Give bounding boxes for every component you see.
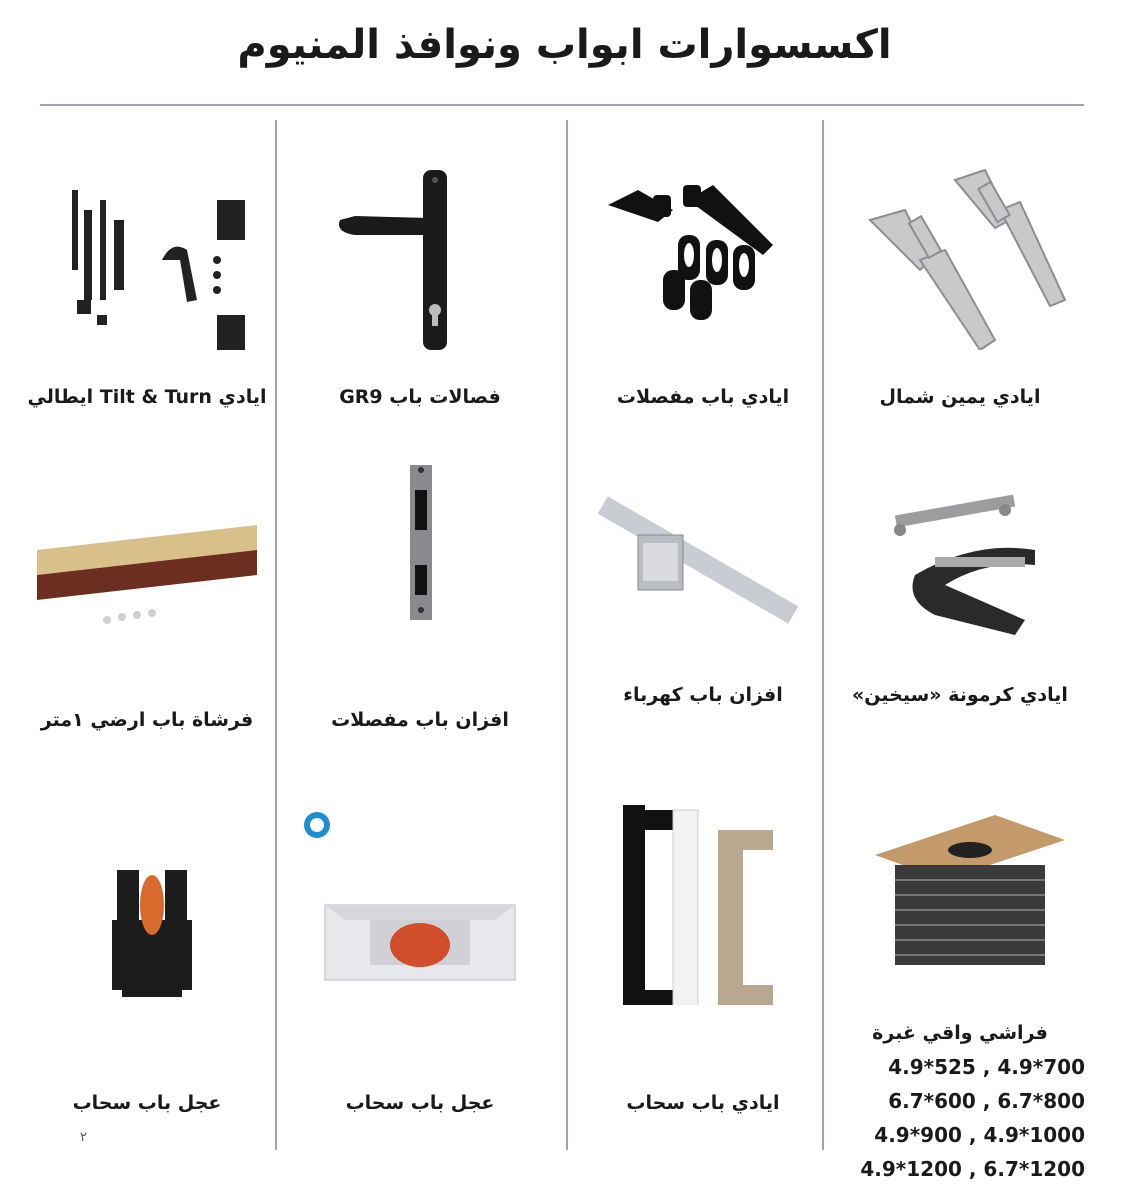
product-caption: فرشاة باب ارضي ١متر (40, 709, 254, 731)
title-divider (40, 104, 1084, 106)
electric-door-strike-image (578, 465, 828, 665)
hinged-door-strike-plate-image (295, 465, 545, 665)
product-caption: عجل باب سحاب (345, 1092, 495, 1114)
cremone-window-handle-image (835, 465, 1085, 665)
product-caption: افزان باب مفصلات (331, 709, 509, 731)
tilt-turn-hardware-kit-image (22, 150, 272, 350)
sliding-door-wheel-image (22, 805, 272, 1005)
product-caption: ايادي باب سحاب (626, 1092, 780, 1114)
floor-door-brush-image (22, 465, 272, 665)
page-title: اكسسوارات ابواب ونوافذ المنيوم (237, 22, 892, 68)
product-caption: عجل باب سحاب (72, 1092, 222, 1114)
product-caption: افزان باب كهرباء (623, 684, 783, 706)
sizes-list (835, 1050, 1085, 1186)
sliding-door-handle-image (578, 805, 828, 1005)
product-caption: فراشي واقي غبرة (872, 1022, 1048, 1044)
gr9-door-handle-image (295, 150, 545, 350)
size-line: 4.9*525 , 4.9*700 (888, 1055, 1085, 1079)
size-line: 4.9*1200 , 6.7*1200 (860, 1157, 1085, 1181)
product-caption: فصالات باب GR9 (339, 386, 501, 408)
size-line: 4.9*900 , 4.9*1000 (874, 1123, 1085, 1147)
product-caption: ايادي يمين شمال (879, 386, 1041, 408)
window-handles-left-right-image (835, 150, 1085, 350)
product-caption: ايادي Tilt & Turn ايطالي (27, 386, 267, 408)
column-divider-1 (275, 120, 277, 1150)
page-number: ٢ (80, 1130, 87, 1145)
product-caption: ايادي باب مفصلات (616, 386, 790, 408)
hinged-door-handles-image (578, 150, 828, 350)
sliding-door-roller-image (295, 805, 545, 1005)
dust-brush-roll-image (835, 805, 1085, 1005)
column-divider-2 (566, 120, 568, 1150)
product-caption: ايادي كرمونة «سيخين» (852, 684, 1068, 706)
size-line: 6.7*600 , 6.7*800 (888, 1089, 1085, 1113)
